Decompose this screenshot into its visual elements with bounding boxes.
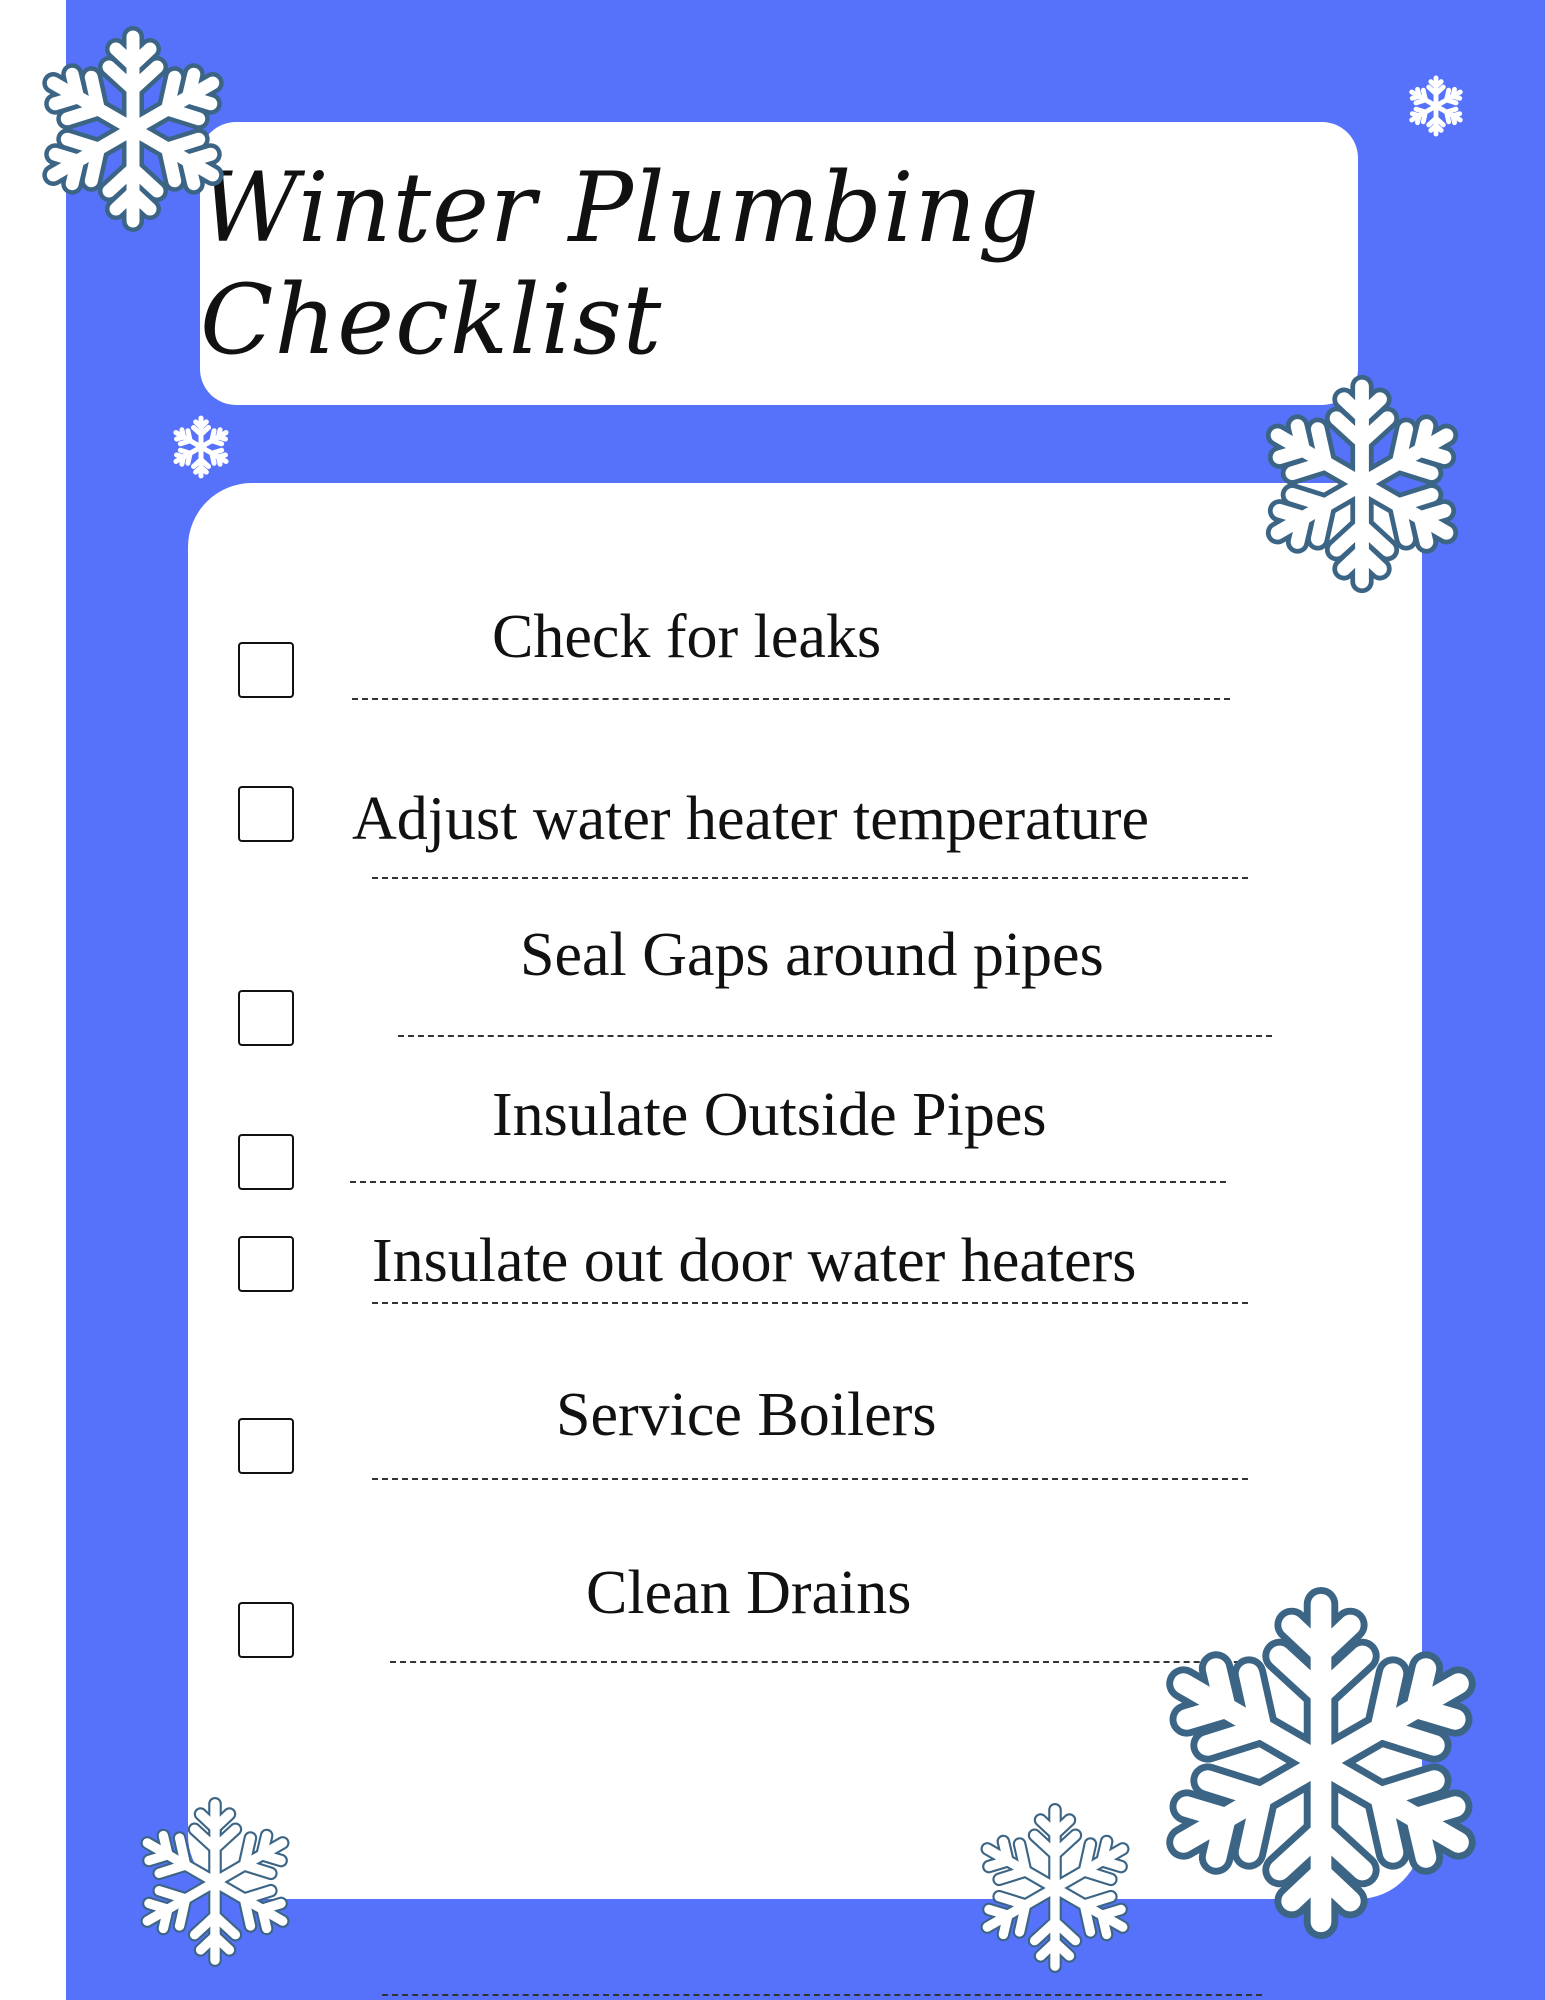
snowflake-icon (970, 1792, 1140, 1984)
item-label: Seal Gaps around pipes (520, 921, 1104, 989)
snowflake-icon (1148, 1568, 1494, 1958)
dashed-line (372, 1302, 1248, 1304)
item-checkbox[interactable] (238, 1418, 294, 1474)
item-label: Insulate out door water heaters (372, 1227, 1137, 1295)
dashed-line (372, 877, 1248, 879)
snowflake-icon (130, 1786, 300, 1978)
dashed-line (372, 1478, 1248, 1480)
dashed-line (398, 1035, 1272, 1037)
item-checkbox[interactable] (238, 786, 294, 842)
item-checkbox[interactable] (238, 990, 294, 1046)
dashed-line (352, 698, 1230, 700)
snowflake-icon (168, 414, 234, 480)
dashed-line (390, 1661, 1270, 1663)
item-label: Service Boilers (556, 1381, 937, 1449)
dashed-line (382, 1994, 1262, 1996)
item-label: Check for leaks (492, 603, 882, 671)
title-card (200, 122, 1358, 405)
dashed-line (350, 1181, 1226, 1183)
item-checkbox[interactable] (238, 642, 294, 698)
item-checkbox[interactable] (238, 1134, 294, 1190)
snowflake-icon (28, 24, 238, 234)
item-label: Adjust water heater temperature (352, 785, 1150, 853)
item-checkbox[interactable] (238, 1602, 294, 1658)
item-checkbox[interactable] (238, 1236, 294, 1292)
item-label: Clean Drains (586, 1559, 912, 1627)
snowflake-icon (1404, 74, 1468, 138)
page-title: Winter Plumbing Checklist (200, 151, 1040, 376)
item-label: Insulate Outside Pipes (492, 1081, 1047, 1149)
snowflake-icon (1256, 364, 1468, 604)
